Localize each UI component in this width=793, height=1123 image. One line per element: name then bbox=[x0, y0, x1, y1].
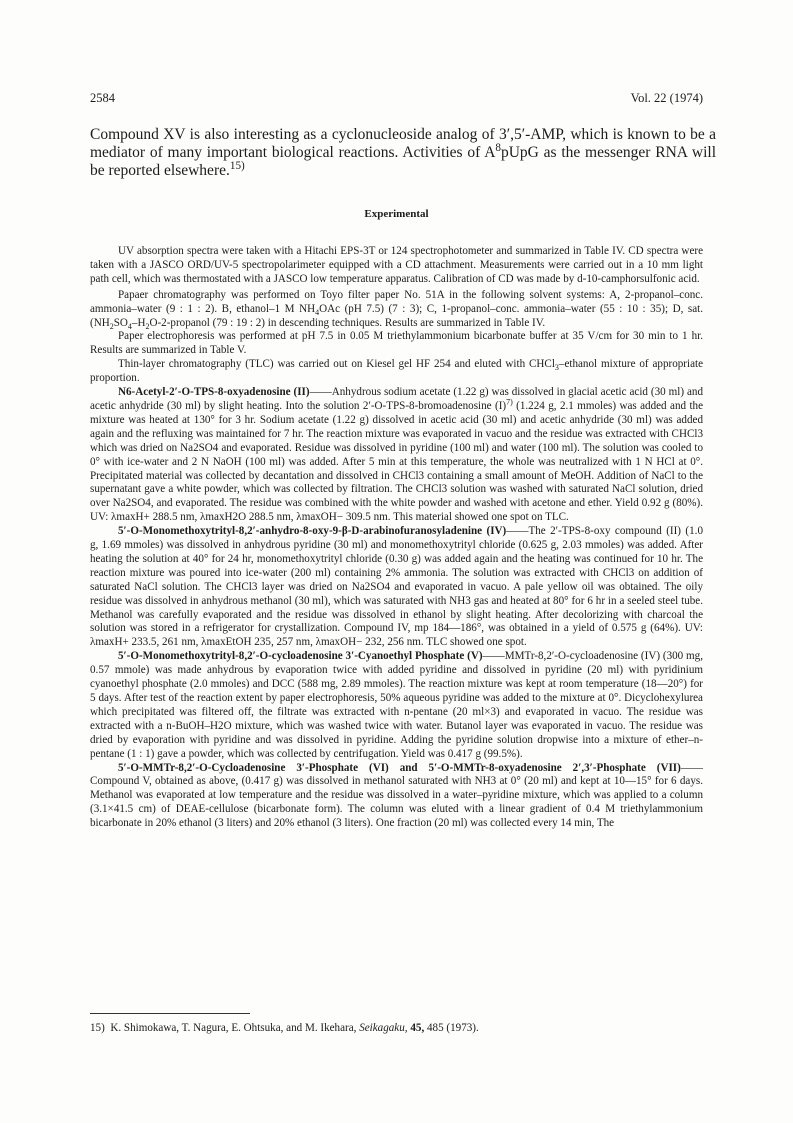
reference-marker: 7) bbox=[506, 397, 513, 407]
footnote-journal: Seikagaku, bbox=[359, 1022, 408, 1034]
page-number: 2584 bbox=[90, 91, 115, 105]
compound-heading: N6-Acetyl-2′-O-TPS-8-oxyadenosine (II) bbox=[118, 386, 310, 399]
section-title: Experimental bbox=[364, 208, 429, 220]
running-header bbox=[90, 91, 703, 109]
paragraph-paper-chromatography: Papaer chromatography was performed on Toyo filter paper No. 51A in the following solvent systems: A, 2-propanol–conc. ammonia–water (9 : 1 : 2). B, ethanol–1 M $NH_4OAc$ (pH 7.5) (7 : 3); C, 1-propanol–conc. ammonia–water (55 : 10 : 35); D, $sat.(NH_2SO_4-H_2O-2$-propanol (79 : 19 : 2) in descending techniques. Results are summarized in Table IV. bbox=[90, 288, 703, 331]
intro-paragraph: Compound XV is also interesting as a cyclonucleoside analog of 3′,5′-AMP, which is known to be a mediator of many important biological reactions. Activities of $A^8pUpG$ as the messenger RNA will be reported elsewhere.$^{15)}$ bbox=[90, 126, 717, 180]
paragraph-uv: UV absorption spectra were taken with a Hitachi EPS-3T or 124 spectrophotometer and summarized in Table IV. CD spectra were taken with a JASCO ORD/UV-5 spectropolarimeter equipped with a CD attachment. Measurements were carried out in a 10 mm light path cell, which was thermostated with a JASCO low temperature apparatus. Calibration of CD was made by d-10-camphorsulfonic acid. bbox=[90, 245, 703, 285]
footnote-rule bbox=[90, 1013, 250, 1014]
paragraph-compound-ii: N6-Acetyl-2′-O-TPS-8-oxyadenosine (II)——Anhydrous sodium acetate (1.22 g) was dissolved in glacial acetic acid (30 ml) and acetic anhydride (30 ml) by slight heating. Into the solution 2′-O-TPS-8-bromoadenosine $(I)^{7)}$ (1.224 g, 2.1 mmoles) was added and the mixture was heated at 130° for 3 hr. Sodium acetate (1.22 g) dissolved in acetic acid (30 ml) and acetic anhydride (30 ml) was added again and the refluxing was maintained for 7 hr. The reaction mixture was evaporated in vacuo and the residue was extracted with CHCl3 which was dried on Na2SO4 and evaporated. Residue was dissolved in pyridine (100 ml) and water (100 ml). The solution was cooled to 0° with ice-water and 2 N NaOH (100 ml) was added. After 5 min at this temperature, the whole was neutralized with 1 N HCl at 0°. Precipitated material was collected by decantation and dissolved in CHCl3 containing a small amount of MeOH. Addition of NaCl to the supernatant gave a white powder, which was collected by filtration. The CHCl3 solution was washed with saturated NaCl solution, dried over Na2SO4, and evaporated. The residue was combined with the white powder and washed with acetone and ether. Yield 0.92 g (80%). UV: λmaxH+ 288.5 nm, λmaxH2O 288.5 nm, λmaxOH− 309.5 nm. This material showed one spot on TLC. bbox=[90, 386, 703, 524]
reference-marker: 15) bbox=[229, 160, 245, 173]
compound-heading: 5′-O-Monomethoxytrityl-8,2′-O-cycloadenosine 3′-Cyanoethyl Phosphate (V) bbox=[118, 650, 483, 663]
paragraph-compound-vi-vii: 5′-O-MMTr-8,2′-O-Cycloadenosine 3′-Phosphate (VI) and 5′-O-MMTr-8-oxyadenosine 2′,3′-Phosphate (VII)——Compound V, obtained as above, (0.417 g) was dissolved in methanol saturated with NH3 at 0° (20 ml) and kept at 10—15° for 6 days. Methanol was evaporated at low temperature and the residue was dissolved in a water–pyridine mixture, which was applied to a column (3.1×41.5 cm) of DEAE-cellulose (bicarbonate form). The column was eluted with a linear gradient of 0.4 M triethylammonium bicarbonate in 20% ethanol (3 liters) and 20% ethanol (3 liters). One fraction (20 ml) was collected every 14 min, The bbox=[90, 761, 703, 830]
footnote-pages: 485 (1973). bbox=[427, 1022, 479, 1034]
paragraph-electrophoresis: Paper electrophoresis was performed at pH 7.5 in 0.05 M triethylammonium bicarbonate buffer at 35 V/cm for 30 min to 1 hr. Results are summarized in Table V. bbox=[90, 330, 703, 357]
paragraph-compound-iv: 5′-O-Monomethoxytrityl-8,2′-anhydro-8-oxy-9-β-D-arabinofuranosyladenine (IV)——The 2′-TPS-8-oxy compound (II) (1.0 g, 1.69 mmoles) was dissolved in anhydrous pyridine (30 ml) and monomethoxytrityl chloride (0.625 g, 2.03 mmoles) was added. After heating the solution at 40° for 24 hr, monomethoxytrityl chloride (0.30 g) was added again and the heating was continued for 10 hr. The reaction mixture was poured into ice-water (200 ml) containing 2% ammonia. The solution was extracted with CHCl3 on addition of saturated NaCl solution. The CHCl3 layer was dried on Na2SO4 and evaporated in vacuo. A pale yellow oil was obtained. The oily residue was dissolved in anhydrous methanol (30 ml), which was saturated with NH3 gas and heated at 80° for 6 hr in a seeled steel tube. Methanol was carefully evaporated and the residue was dissolved in ethanol by slight heating. After decolorizing with charcoal the solution was stored in a refrigerator for crystallization. Compound IV, mp 184—186°, was obtained in a yield of 0.575 g (64%). UV: λmaxH+ 233.5, 261 nm, λmaxEtOH 235, 257 nm, λmaxOH− 232, 256 nm. TLC showed one spot. bbox=[90, 525, 703, 649]
intro-text-cont: pUpG as the messenger RNA will be reported elsewhere. bbox=[90, 144, 717, 180]
footnote-authors: K. Shimokawa, T. Nagura, E. Ohtsuka, and M. Ikehara, bbox=[110, 1022, 357, 1034]
footnote bbox=[90, 1021, 703, 1035]
paragraph-tlc: Thin-layer chromatography (TLC) was carried out on Kiesel gel HF 254 and eluted with CHCl$_3$–ethanol mixture of appropriate proportion. bbox=[90, 358, 703, 385]
experimental-body bbox=[90, 245, 703, 831]
volume-label: Vol. 22 (1974) bbox=[630, 91, 703, 105]
intro-text: Compound XV is also interesting as a cyclonucleoside analog of 3′,5′-AMP, which is known to be a mediator of many important biological reactions. Activities of A bbox=[90, 126, 716, 162]
footnote-volume: 45, bbox=[410, 1022, 425, 1034]
compound-heading: 5′-O-Monomethoxytrityl-8,2′-anhydro-8-oxy-9-β-D-arabinofuranosyladenine (IV) bbox=[118, 525, 507, 538]
compound-heading: 5′-O-MMTr-8,2′-O-Cycloadenosine 3′-Phosphate (VI) and 5′-O-MMTr-8-oxyadenosine 2′,3′-Phosphate (VII) bbox=[118, 761, 681, 774]
footnote-number: 15) bbox=[90, 1022, 105, 1034]
paragraph-compound-v: 5′-O-Monomethoxytrityl-8,2′-O-cycloadenosine 3′-Cyanoethyl Phosphate (V)——MMTr-8,2′-O-cycloadenosine (IV) (300 mg, 0.57 mmole) was made anhydrous by evaporation twice with added pyridine and dissolved in pyridine (20 ml) with pyridinium cyanoethyl phosphate (2.0 mmoles) and DCC (588 mg, 2.89 mmoles). The reaction mixture was kept at room temperature (18—20°) for 5 days. After test of the reaction extent by paper electrophoresis, 50% aqueous pyridine was added to the mixture at 0°. Dicyclohexylurea which precipitated was filtered off, the filtrate was extracted with n-pentane (20 ml×3) and evaporated in vacuo. The residue was extracted with a n-BuOH–H2O mixture, which was washed twice with water. Butanol layer was evaporated in vacuo. The residue was dried by evaporation with pyridine and was dissolved in pyridine. Adding the pyridine solution dropwise into a mixture of ether–n-pentane (1 : 1) gave a powder, which was collected by centrifugation. Yield was 0.417 g (99.5%). bbox=[90, 650, 704, 760]
